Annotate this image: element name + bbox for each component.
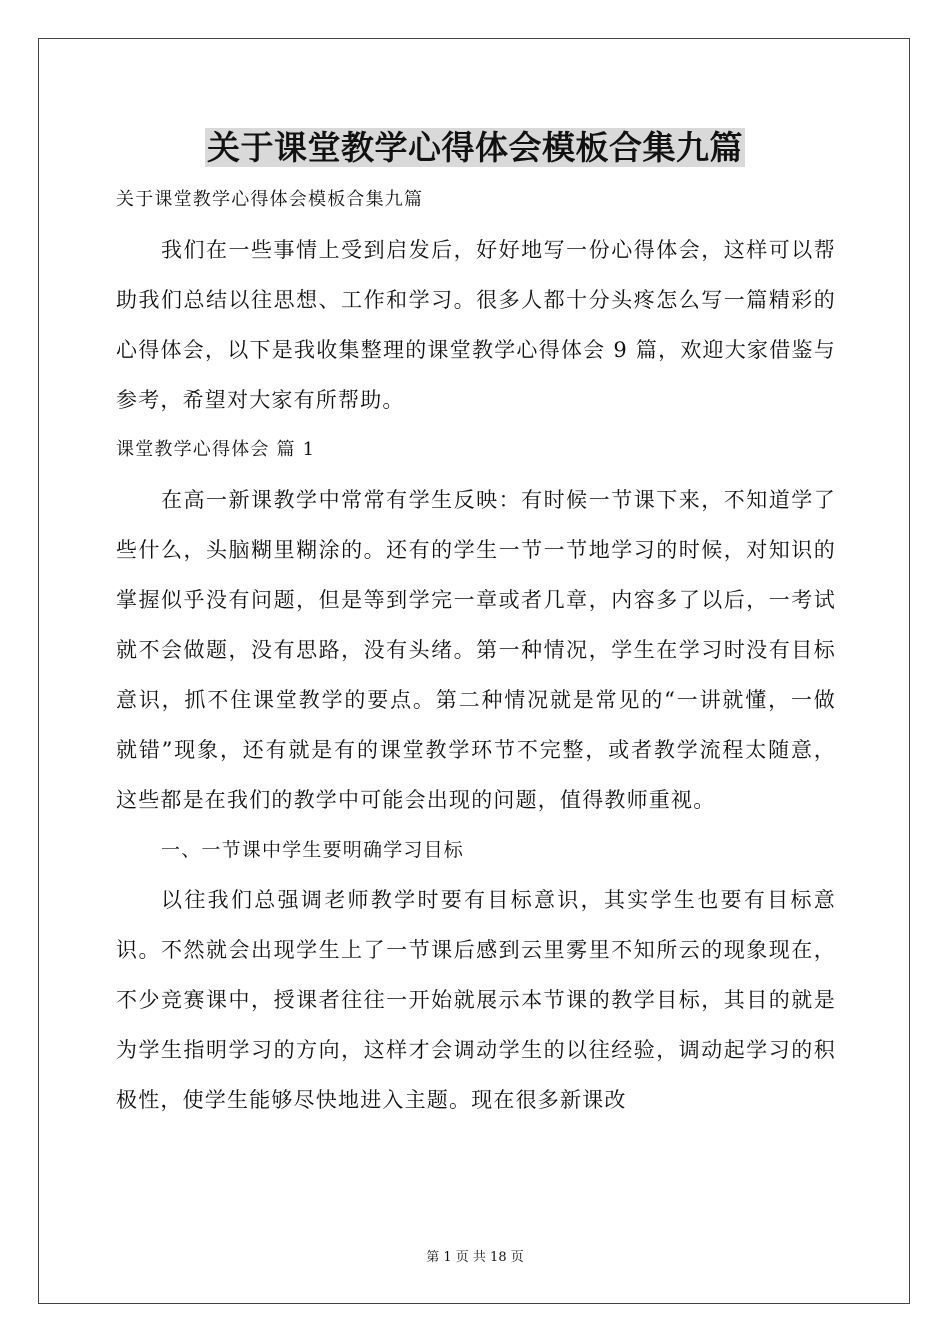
section-heading: 课堂教学心得体会 篇 1 [116,439,316,460]
body-paragraph-2: 以往我们总强调老师教学时要有目标意识，其实学生也要有目标意识。不然就会出现学生上了一节课后感到云里雾里不知所云的现象现在，不少竞赛课中，授课者往往一开始就展示本节课的教学目标，其目的就是为学生指明学习的方向，这样才会调动学生的以往经验，调动起学习的积极性，使学生能够尽快地进入主题。现在很多新课改 [116,888,836,1112]
document-body [116,178,836,1125]
intro-paragraph: 我们在一些事情上受到启发后，好好地写一份心得体会，这样可以帮助我们总结以往思想、工作和学习。很多人都十分头疼怎么写一篇精彩的心得体会，以下是我收集整理的课堂教学心得体会 9 篇，欢迎大家借鉴与参考，希望对大家有所帮助。 [116,238,836,412]
document-subtitle: 关于课堂教学心得体会模板合集九篇 [116,189,424,210]
body-paragraph-1: 在高一新课教学中常常有学生反映：有时候一节课下来，不知道学了些什么，头脑糊里糊涂的。还有的学生一节一节地学习的时候，对知识的掌握似乎没有问题，但是等到学完一章或者几章，内容多了以后，一考试就不会做题，没有思路，没有头绪。第一种情况，学生在学习时没有目标意识，抓不住课堂教学的要点。第二种情况就是常见的“一讲就懂，一做就错”现象，还有就是有的课堂教学环节不完整，或者教学流程太随意，这些都是在我们的教学中可能会出现的问题，值得教师重视。 [116,488,836,812]
page-number: 第 1 页 共 18 页 [426,1250,524,1265]
document-title-text: 关于课堂教学心得体会模板合集九篇 [207,128,743,167]
page-footer [0,1248,950,1268]
point-heading: 一、一节课中学生要明确学习目标 [161,839,465,861]
document-title [0,124,950,172]
